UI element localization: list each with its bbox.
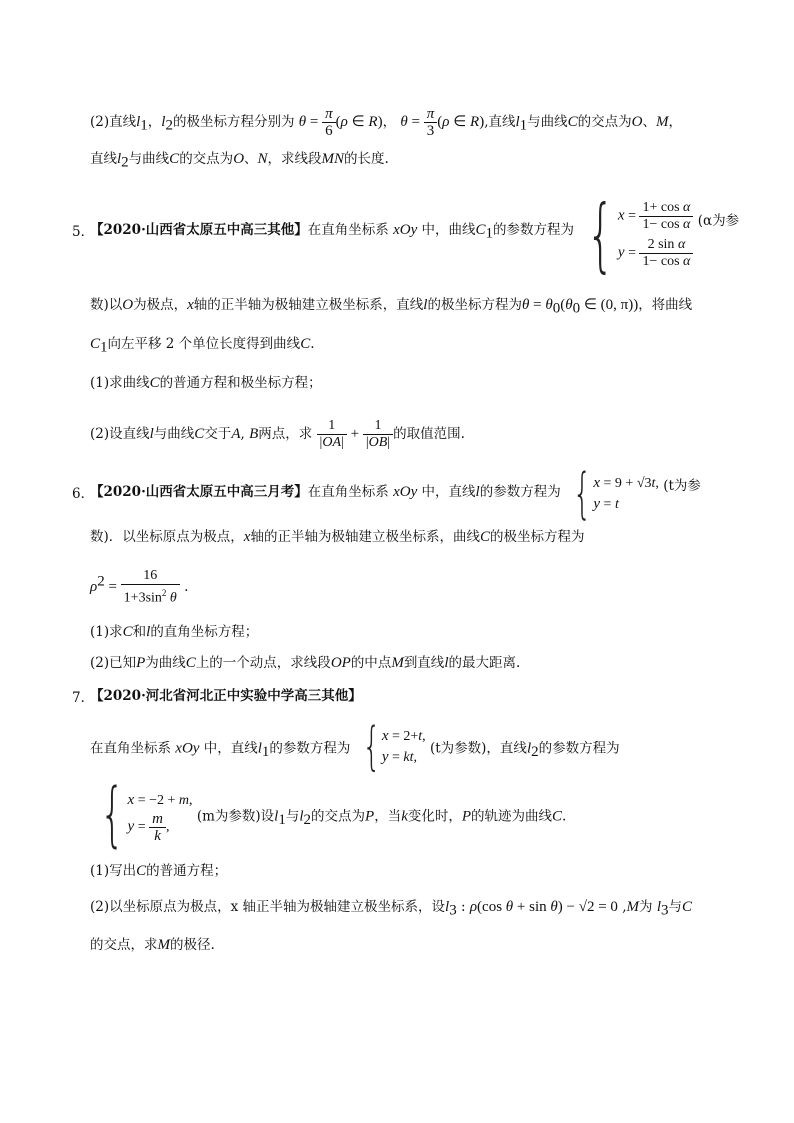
p7-source: 【2020·河北省河北正中实验中学高三其他】 bbox=[90, 688, 362, 704]
p7-q1: (1)写出C的普通方程； bbox=[90, 863, 228, 879]
p6-intro: 【2020·山西省太原五中高三月考】在直角坐标系 xOy 中，直线l的参数方程为 bbox=[90, 484, 561, 500]
p5-number: 5． bbox=[72, 224, 95, 240]
p6-source: 【2020·山西省太原五中高三月考】 bbox=[90, 484, 308, 500]
p7-line2: { x = −2 + m, y = $\frac{m}{k}$ , (m为参数)设$l_1$与$l_2$的交点为P，当k变化时，P的轨迹为曲线C. bbox=[100, 773, 567, 855]
p4-part2-line1: (2)直线$l_1$，$l_2$的极坐标方程分别为 θ = $\frac{\pi}{6}$ (ρ ∈ R)， θ = $\frac{\pi}{3}$ (ρ ∈ R),直线$l_1$与曲线C的交点为O、M， bbox=[90, 106, 683, 139]
p5-param-system: { x = $\frac{\text{1+ cos α}}{\text{1− cos α}}$ y = $\frac{\text{2 sin α}}{\text{1− cos α}}$ (α为参 bbox=[586, 188, 740, 281]
p5-line3: $C_1$向左平移 2 个单位长度得到曲线C. bbox=[90, 336, 315, 356]
p6-polar-eq: $\rho^2$ = $\frac{16}{1+3\sin^2 \theta}$ . bbox=[90, 568, 189, 606]
p5-source: 【2020·山西省太原五中高三其他】 bbox=[90, 222, 308, 238]
p7-q3: 的交点，求M的极径. bbox=[90, 937, 215, 953]
p6-q2: (2)已知P为曲线C上的一个动点，求线段OP的中点M到直线l的最大距离. bbox=[90, 655, 521, 671]
p6-line2: 数)．以坐标原点为极点，x轴的正半轴为极轴建立极坐标系，曲线C的极坐标方程为 bbox=[90, 529, 585, 545]
p4-part2-line2: 直线$l_2$与曲线C的交点为O、N，求线段MN的长度. bbox=[90, 151, 389, 171]
p6-param-system: { x = 9 + √3t, y = t (t为参 bbox=[572, 462, 701, 525]
p5-q2: (2)设直线l与曲线C交于A, B两点，求 $\frac{1}{|OA|}$ + $\frac{1}{|OB|}$ 的取值范围. bbox=[90, 418, 465, 450]
p7-intro: 在直角坐标系 xOy 中，直线$l_1$的参数方程为 { x = 2+t, y = kt, (t为参数)，直线$l_2$的参数方程为 bbox=[90, 717, 620, 777]
p6-q1: (1)求C和l的直角坐标方程； bbox=[90, 624, 259, 640]
p7-number: 7． bbox=[72, 690, 95, 706]
p5-q1: (1)求曲线C的普通方程和极坐标方程； bbox=[90, 375, 322, 391]
p7-q2: (2)以坐标原点为极点，x 轴正半轴为极轴建立极坐标系，设$l_3$ : ρ(cos θ + sin θ) − √2 = 0 ,M为 $l_3$与C bbox=[90, 899, 692, 919]
p6-number: 6． bbox=[72, 486, 95, 502]
p5-line2: 数)以O为极点，x轴的正半轴为极轴建立极坐标系，直线l的极坐标方程为$\theta = \theta_0(\theta_0$ ∈ (0, π))，将曲线 bbox=[90, 297, 693, 317]
p5-intro: 【2020·山西省太原五中高三其他】在直角坐标系 xOy 中，曲线$C_1$的参数方程为 bbox=[90, 222, 575, 242]
